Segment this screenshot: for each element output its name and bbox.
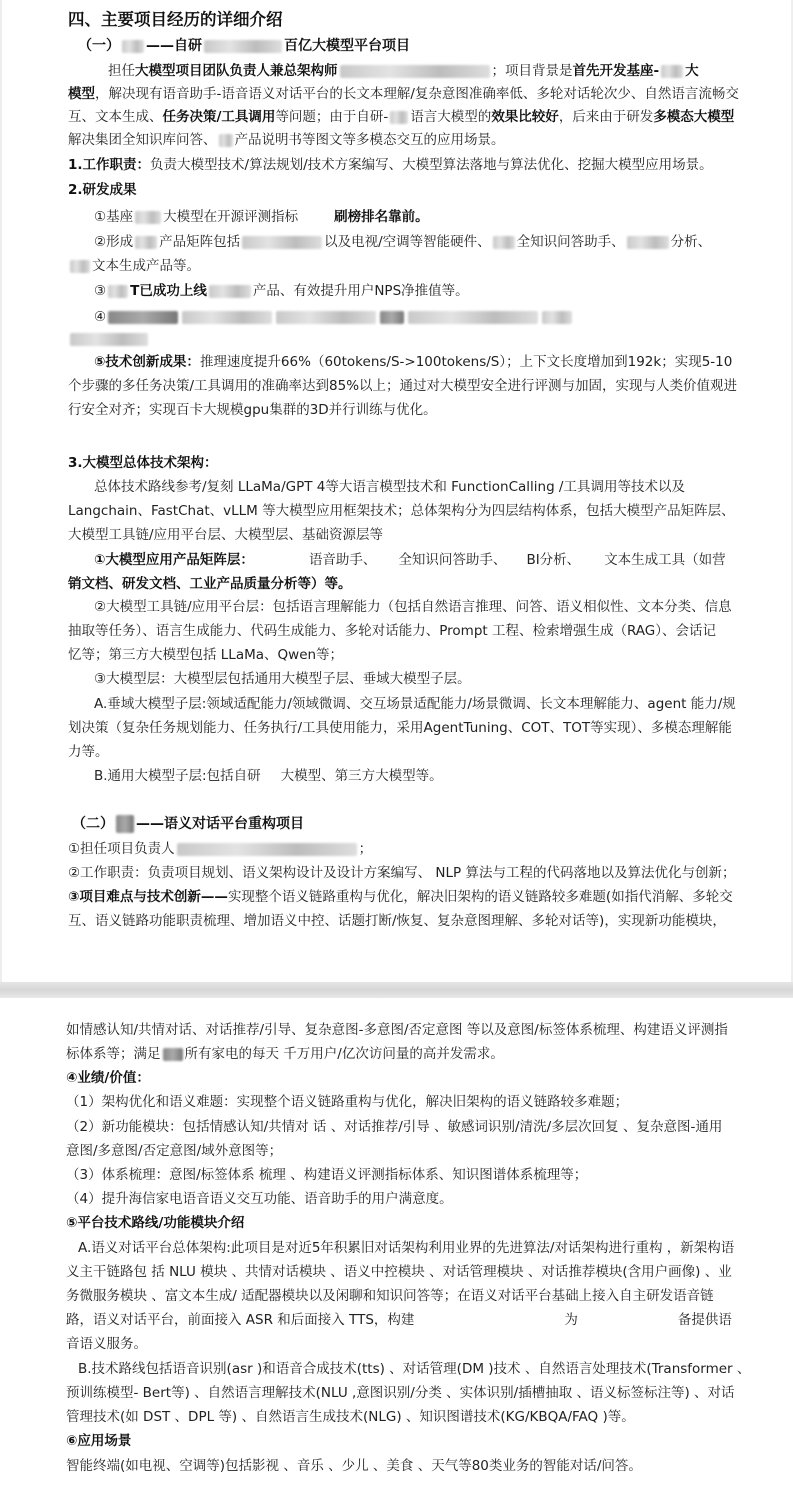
- result-4-cont: [68, 329, 150, 349]
- platform-a-line5: 音语义服务。: [66, 1336, 147, 1352]
- redacted-text: [70, 260, 90, 273]
- project2-item-3-line4: [66, 1044, 504, 1064]
- project2-item-1: [68, 839, 372, 859]
- project2-title: [72, 814, 304, 834]
- arch-layer-1-cont: 销文档、研发文档、工业产品质量分析等）等。: [68, 576, 352, 592]
- text-span: ①基座: [94, 209, 134, 225]
- text-span: 备提供语: [677, 1312, 732, 1328]
- arch-sublayer-a-line3: 力等。: [68, 744, 109, 760]
- text-span: 所有家电的每天 千万用户/亿次访问量的高并发需求。: [184, 1046, 504, 1062]
- text-span: 文本生成产品等。: [92, 258, 200, 274]
- text-span: ③项目难点与技术创新——: [68, 889, 228, 905]
- redacted-text: [408, 311, 538, 324]
- redacted-text: [70, 333, 148, 346]
- performance-item-2-cont: 意图/多意图/否定意图/域外意图等；: [66, 1143, 283, 1159]
- document-page-2: [0, 998, 793, 1487]
- text-span: ——语义对话平台重构项目: [136, 816, 304, 832]
- arch-layer-1: [94, 550, 726, 570]
- project1-intro-line1: [108, 61, 699, 81]
- platform-a-line2: 义主干链路包 括 NLU 模块 、共情对话模块 、语义中控模块 、对话管理模块 、对话推荐模块(含用户画像) 、业: [66, 1264, 732, 1280]
- text-span: ①大模型应用产品矩阵层：: [94, 552, 254, 568]
- text-span: 大模型、第三方大模型等。: [280, 768, 443, 784]
- arch-para-line3: 大模型工具链/应用平台层、大模型层、基础资源层等: [68, 527, 384, 543]
- redacted-text: [108, 285, 128, 298]
- redacted-text: [390, 111, 408, 124]
- redacted-text: [163, 1048, 183, 1061]
- text-span: 实现整个语义链路重构与优化，解决旧架构的语义链路较多难题(如指代消解、多轮交: [227, 889, 733, 905]
- performance-heading: ④业绩/价值：: [66, 1070, 150, 1086]
- text-span: ③: [94, 283, 107, 299]
- text-span: 产品说明书等图文等多模态交互的应用场景。: [234, 132, 505, 148]
- text-span: 产品、有效提升用户NPS净推值等。: [252, 283, 469, 299]
- text-span: 大模型在开源评测指标: [163, 209, 299, 225]
- text-span: 全知识问答助手、: [398, 552, 507, 568]
- platform-heading: ⑤平台技术路线/功能模块介绍: [66, 1215, 245, 1231]
- platform-b-line2: 预训练模型- Bert等) 、自然语言理解技术(NLU ,意图识别/分类 、实体识别/插槽抽取 、语义标签标注等) 、对话: [66, 1385, 735, 1401]
- project1-intro-line2: [68, 84, 739, 104]
- scenario-heading: ⑥应用场景: [66, 1433, 132, 1449]
- project1-intro-line3: [68, 107, 734, 127]
- result-2-cont: [68, 256, 200, 276]
- performance-item-2: （2）新功能模块：包括情感认知/共情对 话 、对话推荐/引导 、敏感词识别/清洗/多层次回复 、复杂意图-通用: [66, 1119, 723, 1135]
- result-4-redacted: [94, 307, 574, 327]
- redacted-text: [661, 65, 683, 78]
- redacted-text: [209, 285, 251, 298]
- redacted-text: [380, 311, 404, 324]
- platform-b-line3: 管理技术(如 DST 、DPL 等) 、自然语言生成技术(NLG) 、知识图谱技术(KG/KBQA/FAQ )等。: [66, 1409, 635, 1425]
- text-span: ；项目背景是: [491, 63, 573, 79]
- text-span: 首先开发基座-: [572, 63, 660, 79]
- redacted-text: [493, 236, 515, 249]
- redacted-text: [276, 311, 376, 324]
- arch-layer-2: ②大模型工具链/应用平台层：包括语言理解能力（包括自然语言推理、问答、语义相似性、文本分类、信息: [94, 599, 732, 615]
- text-span: 分析、: [670, 234, 712, 250]
- performance-item-3: （3）体系梳理：意图/标签体系 梳理 、构建语义评测指标体系、知识图谱体系梳理等；: [66, 1167, 588, 1183]
- text-span: 标体系等；满足: [66, 1046, 161, 1062]
- redacted-text: [135, 211, 161, 224]
- platform-a-line4: [66, 1310, 732, 1330]
- redacted-text: [542, 311, 572, 324]
- text-span: 语音助手、: [308, 552, 377, 568]
- platform-b-line1: B.技术路线包括语音识别(asr )和语音合成技术(tts) 、对话管理(DM )技术 、自然语言处理技术(Transformer 、: [78, 1361, 751, 1377]
- text-span: 大模型项目团队负责人兼总架构师: [135, 63, 338, 79]
- text-span: 为: [564, 1312, 578, 1328]
- text-span: 等问题；由于自研-: [275, 109, 389, 125]
- project2-item-2: ②工作职责：负责项目规划、语义架构设计及设计方案编写、 NLP 算法与工程的代码落地以及算法优化与创新；: [68, 865, 736, 881]
- text-span: 效果比较好: [491, 109, 559, 125]
- performance-item-1: （1）架构优化和语义难题：实现整个语义链路重构与优化，解决旧架构的语义链路较多难题；: [66, 1094, 629, 1110]
- duties-line: [68, 155, 713, 175]
- result-1: [94, 207, 429, 227]
- arch-sublayer-a-line2: 划决策（复杂任务规划能力、任务执行/工具使用能力，采用AgentTuning、COT、TOT等实现）、多模态理解能: [68, 720, 732, 736]
- arch-para-line1: 总体技术路线参考/复刻 LLaMa/GPT 4等大语言模型技术和 FunctionCalling /工具调用等技术以及: [94, 479, 685, 495]
- project2-item-3: [68, 887, 733, 907]
- result-3: [94, 281, 469, 301]
- result-5: [94, 352, 732, 372]
- text-span: 文本生成工具（如营: [604, 552, 726, 568]
- arch-layer-2-line3: 忆等；第三方大模型包括 LLaMa、Qwen等；: [68, 647, 344, 663]
- text-span: 以及电视/空调等智能硬件、: [324, 234, 491, 250]
- text-span: BI分析、: [526, 552, 581, 568]
- redacted-text: [108, 311, 178, 324]
- text-span: 路，语义对话平台，前面接入 ASR 和后面接入 TTS，构建: [66, 1312, 415, 1328]
- text-span: ；: [358, 841, 373, 857]
- redacted-text: [122, 40, 144, 53]
- result-5-line2: 个步骤的多任务决策/工具调用的准确率达到85%以上；通过对大模型安全进行评测与加固，实现与人类价值观进: [68, 378, 738, 394]
- scenario-text: 智能终端(如电视、空调等)包括影视 、音乐 、少儿 、美食 、天气等80类业务的智能对话/问答。: [66, 1458, 642, 1474]
- arch-layer-3: ③大模型层：大模型层包括通用大模型子层、垂域大模型子层。: [94, 671, 471, 687]
- redacted-text: [116, 815, 134, 833]
- text-span: 刷榜排名靠前。: [334, 209, 429, 225]
- text-span: ⑤技术创新成果：: [94, 354, 200, 370]
- text-span: 推理速度提升66%（60tokens/S->100tokens/S）；上下文长度增加到192k；实现5-10: [199, 354, 733, 370]
- arch-sublayer-b: [94, 766, 443, 786]
- text-span: ②形成: [94, 234, 134, 250]
- text-span: 解决集团全知识库问答、: [68, 132, 217, 148]
- text-span: 负责大模型技术/算法规划/技术方案编写、大模型算法落地与算法优化、挖掘大模型应用场景。: [150, 157, 713, 173]
- project2-item-3-line2: 互、语义链路功能职责梳理、增加语义中控、话题打断/恢复、复杂意图理解、多轮对话等)，实现新功能模块，: [68, 913, 726, 929]
- text-span: 大: [685, 63, 699, 79]
- text-span: 任务决策/工具调用: [162, 109, 276, 125]
- text-span: T已成功上线: [130, 283, 207, 299]
- platform-a-line3: 务微服务模块 、富文本生成/ 适配器模块以及闲聊和知识问答等；在语义对话平台基础上接入自主研发语音链: [66, 1288, 714, 1304]
- redacted-text: [627, 236, 669, 249]
- redacted-text: [219, 134, 233, 147]
- text-span: B.通用大模型子层:包括自研: [94, 768, 261, 784]
- text-span: 多模态大模型: [653, 109, 735, 125]
- result-5-line3: 行安全对齐；实现百卡大规模gpu集群的3D并行训练与优化。: [68, 402, 437, 418]
- text-span: ，后来由于研发: [558, 109, 654, 125]
- redacted-text: [182, 311, 272, 324]
- redacted-text: [177, 843, 357, 856]
- text-span: 模型: [68, 86, 95, 102]
- redacted-text: [135, 236, 157, 249]
- text-span: ④: [94, 309, 107, 325]
- text-span: 语言大模型的: [410, 109, 492, 125]
- arch-layer-2-line2: 抽取等任务）、语言生成能力、代码生成能力、多轮对话能力、Prompt 工程、检索增强生成（RAG）、会话记: [68, 623, 717, 639]
- redacted-text: [340, 65, 490, 78]
- page-break: [0, 982, 793, 998]
- text-span: 全知识问答助手、: [516, 234, 625, 250]
- text-span: ①担任项目负责人: [68, 841, 175, 857]
- text-span: 产品矩阵包括: [159, 234, 241, 250]
- redacted-text: [242, 236, 322, 249]
- arch-heading: 3.大模型总体技术架构：: [68, 455, 218, 471]
- redacted-text: [204, 40, 282, 53]
- result-2: [94, 232, 711, 252]
- section-title: 四、主要项目经历的详细介绍: [68, 10, 283, 29]
- text-span: 担任: [108, 63, 135, 79]
- project1-title: （一） ——自研 百亿大模型平台项目: [78, 38, 410, 54]
- project1-intro-line4: [68, 130, 505, 150]
- performance-item-4: （4）提升海信家电语音语义交互功能、语音助手的用户满意度。: [66, 1191, 453, 1207]
- project2-item-3-line3: 如情感认知/共情对话、对话推荐/引导、复杂意图-多意图/否定意图 等以及意图/标签体系梳理、构建语义评测指: [66, 1022, 728, 1038]
- text-span: ，解决现有语音助手-语音语义对话平台的长文本理解/复杂意图准确率低、多轮对话轮次少、自然语言流畅交: [95, 86, 739, 102]
- arch-para-line2: Langchain、FastChat、vLLM 等大模型应用框架技术；总体架构分为四层结构体系，包括大模型产品矩阵层、: [68, 503, 735, 519]
- platform-a-line1: A.语义对话平台总体架构:此项目是对近5年积累旧对话架构利用业界的先进算法/对话架构进行重构 ，新架构语: [78, 1240, 735, 1256]
- text-span: 1.工作职责：: [68, 157, 151, 173]
- text-span: 互、文本生成、: [68, 109, 163, 125]
- text-span: （二）: [72, 816, 114, 832]
- arch-sublayer-a: A.垂域大模型子层:领域适配能力/领域微调、交互场景适配能力/场景微调、长文本理解能力、agent 能力/规: [94, 696, 736, 712]
- results-heading: 2.研发成果: [68, 182, 137, 198]
